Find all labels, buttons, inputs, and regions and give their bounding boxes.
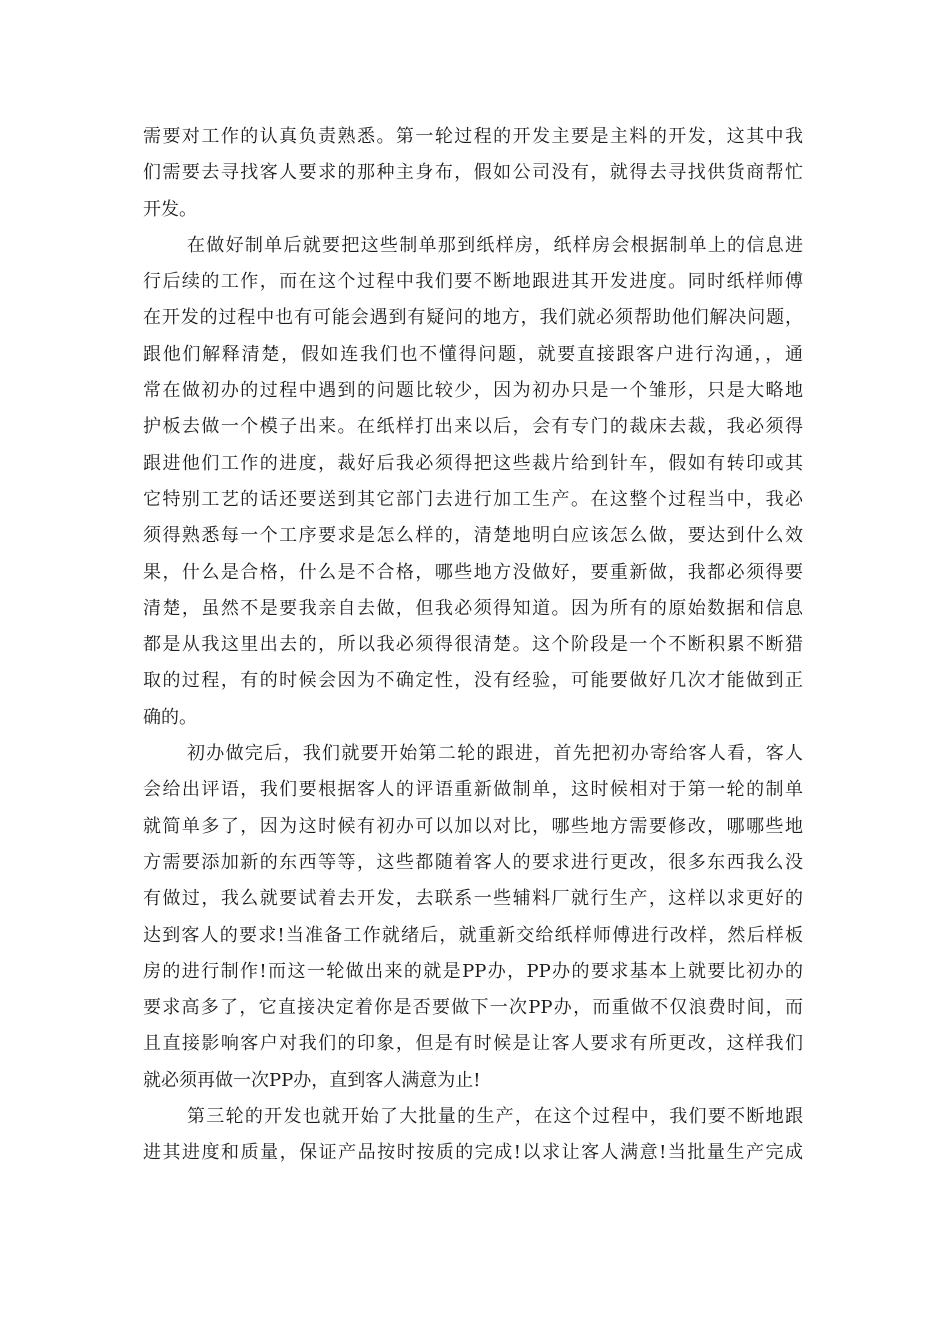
paragraph bbox=[143, 228, 803, 736]
paragraph-line: 取的过程，有的时候会因为不确定性，没有经验，可能要做好几次才能做到正 bbox=[143, 670, 803, 692]
paragraph-line: 清楚，虽然不是要我亲自去做，但我必须得知道。因为所有的原始数据和信息 bbox=[143, 597, 803, 619]
paragraph-line: 常在做初办的过程中遇到的问题比较少，因为初办只是一个雏形，只是大略地 bbox=[143, 380, 803, 402]
paragraph-line: 在开发的过程中也有可能会遇到有疑问的地方，我们就必须帮助他们解决问题， bbox=[143, 307, 803, 329]
paragraph-line: 且直接影响客户对我们的印象，但是有时候是让客人要求有所更改，这样我们 bbox=[143, 1033, 803, 1055]
document-body bbox=[143, 119, 803, 1172]
paragraph-line: 们需要去寻找客人要求的那种主身布，假如公司没有，就得去寻找供货商帮忙 bbox=[143, 162, 803, 184]
paragraph-line: 有做过，我么就要试着去开发，去联系一些辅料厂就行生产，这样以求更好的 bbox=[143, 888, 803, 910]
paragraph-line: 果，什么是合格，什么是不合格，哪些地方没做好，要重新做，我都必须得要 bbox=[143, 561, 803, 583]
paragraph-line: 跟进他们工作的进度，裁好后我必须得把这些裁片给到针车，假如有转印或其 bbox=[143, 452, 803, 474]
paragraph-line: 就必须再做一次PP办，直到客人满意为止! bbox=[143, 1069, 481, 1091]
paragraph bbox=[143, 1099, 803, 1172]
paragraph-line: 要求高多了，它直接决定着你是否要做下一次PP办，而重做不仅浪费时间，而 bbox=[143, 997, 803, 1019]
paragraph-line: 房的进行制作!而这一轮做出来的就是PP办，PP办的要求基本上就要比初办的 bbox=[143, 960, 803, 982]
paragraph-line: 会给出评语，我们要根据客人的评语重新做制单，这时候相对于第一轮的制单 bbox=[143, 779, 803, 801]
paragraph bbox=[143, 119, 803, 228]
paragraph-line: 初办做完后，我们就要开始第二轮的跟进，首先把初办寄给客人看，客人 bbox=[187, 743, 803, 765]
paragraph-line: 确的。 bbox=[143, 706, 197, 728]
paragraph-line: 达到客人的要求!当准备工作就绪后，就重新交给纸样师傅进行改样，然后样板 bbox=[143, 924, 803, 946]
paragraph-line: 须得熟悉每一个工序要求是怎么样的，清楚地明白应该怎么做，要达到什么效 bbox=[143, 525, 803, 547]
paragraph-line: 就简单多了，因为这时候有初办可以加以对比，哪些地方需要修改，哪哪些地 bbox=[143, 815, 803, 837]
paragraph-line: 方需要添加新的东西等等，这些都随着客人的要求进行更改，很多东西我么没 bbox=[143, 851, 803, 873]
paragraph-line: 跟他们解释清楚，假如连我们也不懂得问题，就要直接跟客户进行沟通，，通 bbox=[143, 343, 803, 365]
paragraph-line: 它特别工艺的话还要送到其它部门去进行加工生产。在这整个过程当中，我必 bbox=[143, 488, 803, 510]
paragraph-line: 都是从我这里出去的，所以我必须得很清楚。这个阶段是一个不断积累不断猎 bbox=[143, 634, 803, 656]
paragraph-line: 需要对工作的认真负责熟悉。第一轮过程的开发主要是主料的开发，这其中我 bbox=[143, 126, 803, 147]
paragraph-line: 进其进度和质量，保证产品按时按质的完成!以求让客人满意!当批量生产完成 bbox=[143, 1142, 803, 1164]
paragraph-line: 第三轮的开发也就开始了大批量的生产，在这个过程中，我们要不断地跟 bbox=[187, 1106, 803, 1128]
paragraph bbox=[143, 736, 803, 1099]
paragraph-line: 在做好制单后就要把这些制单那到纸样房，纸样房会根据制单上的信息进 bbox=[187, 234, 803, 256]
paragraph-line: 开发。 bbox=[143, 198, 197, 220]
paragraph-line: 护板去做一个模子出来。在纸样打出来以后，会有专门的裁床去裁，我必须得 bbox=[143, 416, 803, 438]
paragraph-line: 行后续的工作，而在这个过程中我们要不断地跟进其开发进度。同时纸样师傅 bbox=[143, 271, 803, 293]
